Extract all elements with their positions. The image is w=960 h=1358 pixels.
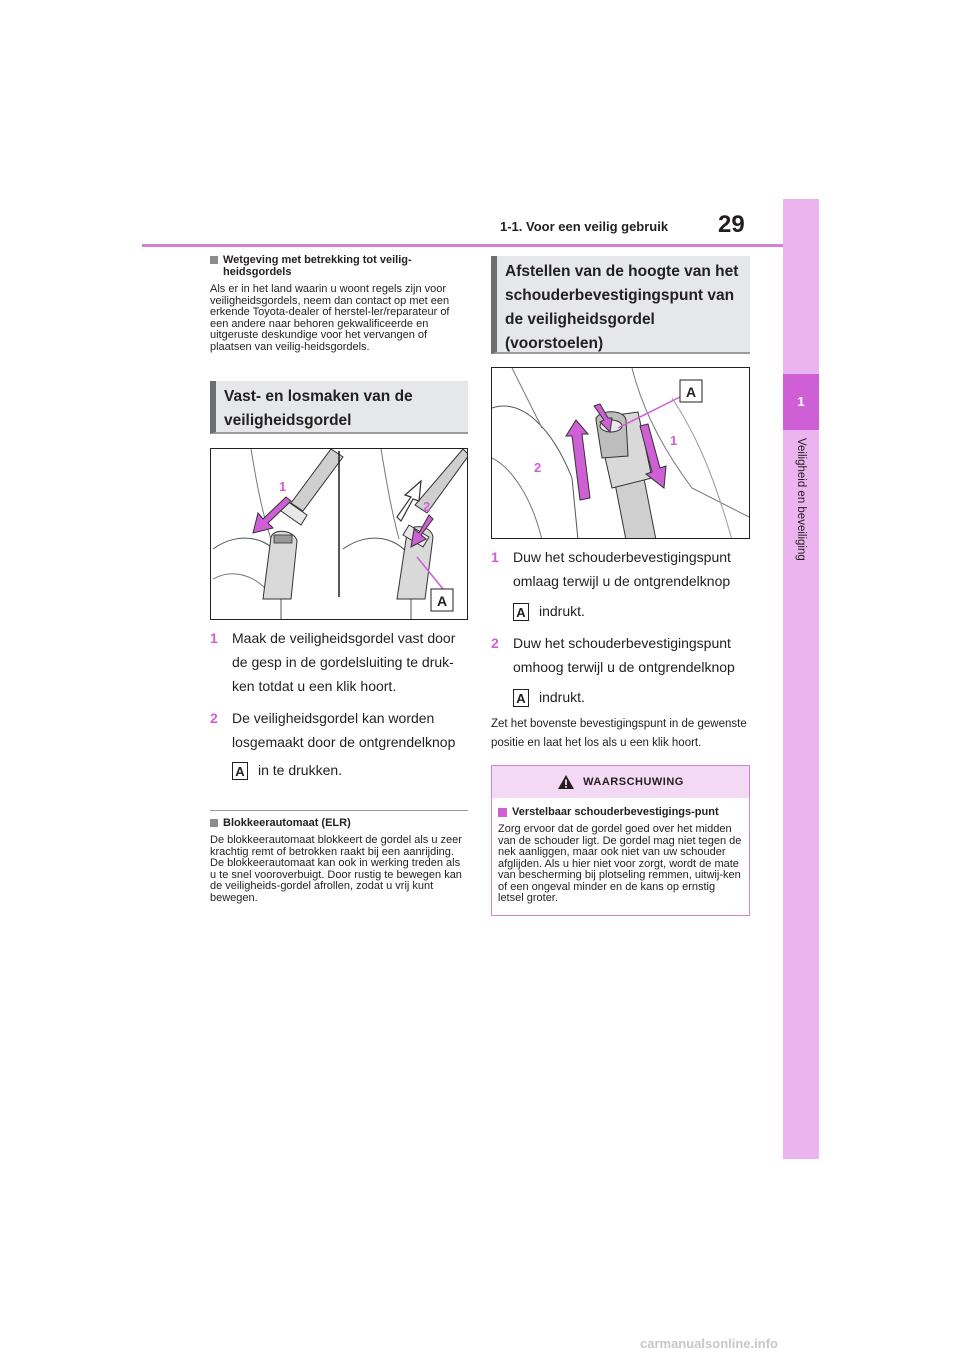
right-column [491, 256, 750, 916]
warning-box [491, 765, 750, 916]
chapter-title: Veiligheid en beveiliging [795, 438, 807, 561]
step-2 [491, 631, 750, 709]
step-key-line [513, 599, 750, 623]
warning-triangle-icon [557, 774, 575, 790]
square-bullet-icon [210, 819, 218, 827]
release-button-key: A [232, 762, 248, 780]
page-number: 29 [718, 211, 745, 238]
shoulder-anchor-figure [491, 367, 750, 539]
left-column [210, 254, 468, 904]
step-text [513, 545, 750, 623]
step-number: 1 [210, 630, 218, 646]
step-text-main: De veiligheidsgordel kan worden losgemaakt door de ontgrendelknop [232, 710, 456, 750]
figure-label-1: 1 [279, 479, 287, 494]
figure-label-2: 2 [423, 499, 431, 514]
step-text [513, 631, 750, 709]
section-heading-fasten: Vast- en losmaken van de veiligheidsgordel [210, 381, 468, 434]
warning-label: WAARSCHUWING [583, 776, 684, 788]
step-key-line [232, 758, 468, 782]
figure-label-a: A [437, 593, 448, 609]
release-button-key: A [513, 603, 529, 621]
warning-text: Zorg ervoor dat de gordel goed over het midden van de schouder ligt. De gordel mag niet tegen de nek aanliggen, maar ook niet van uw schouder afglijden. Als u hier niet voor zorgt, wordt de mate van bescherming bij plotseling remmen, uitwij-ken of een ongeval minder en de kans op ernstig letsel groter. [498, 823, 742, 904]
step-key-line [513, 685, 750, 709]
header-rule [142, 244, 783, 247]
figure-label-a: A [686, 384, 697, 400]
figure-label-2: 2 [534, 460, 542, 475]
adjust-note: Zet het bovenste bevestigingspunt in de gewenste positie en laat het los als u een klik hoort. [491, 718, 747, 749]
legislation-title: Wetgeving met betrekking tot veilig-heidsgordels [223, 254, 412, 278]
section-divider [210, 810, 468, 811]
step-text: Maak de veiligheidsgordel vast door de gesp in de gordelsluiting te druk-ken totdat u een klik hoort. [232, 630, 456, 694]
elr-title: Blokkeerautomaat (ELR) [223, 817, 351, 829]
chapter-tab-strip [783, 199, 819, 1159]
elr-heading [210, 817, 468, 829]
figure-label-1: 1 [670, 433, 678, 448]
chapter-number-tab[interactable]: 1 [783, 374, 819, 430]
step-number: 2 [491, 635, 499, 651]
warning-body [492, 798, 749, 915]
step-1 [491, 545, 750, 623]
step-text-after: indrukt. [539, 603, 585, 619]
warning-title: Verstelbaar schouderbevestigings-punt [512, 806, 719, 818]
section-heading-adjust: Afstellen van de hoogte van het schouderbevestigingspunt van de veiligheidsgordel (voorstoelen) [491, 256, 750, 354]
square-bullet-icon [498, 808, 507, 817]
legislation-body: Als er in het land waarin u woont regels zijn voor veiligheidsgordels, neem dan contact op met een erkende Toyota-dealer of herstel-ler/reparateur of een andere naar behoren gekwalificeerde en uitgeruste deskundige voor het vervangen of plaatsen van veilig-heidsgordels. [210, 283, 450, 353]
shoulder-anchor-illustration [492, 368, 750, 539]
step-text-after: in te drukken. [258, 762, 343, 778]
fasten-steps [210, 626, 468, 782]
step-text-main: Duw het schouderbevestigingspunt omlaag terwijl u de ontgrendelknop [513, 549, 731, 589]
step-number: 2 [210, 710, 218, 726]
adjust-steps [491, 545, 750, 709]
warning-header [492, 766, 749, 798]
step-text-main: Duw het schouderbevestigingspunt omhoog terwijl u de ontgrendelknop [513, 635, 735, 675]
step-text-after: indrukt. [539, 689, 585, 705]
watermark-logo: carmanualsonline.info [640, 1336, 778, 1351]
section-header: 1-1. Voor een veilig gebruik [500, 219, 669, 234]
legislation-heading [210, 254, 468, 278]
step-2 [210, 706, 468, 782]
square-bullet-icon [210, 256, 218, 264]
step-1 [210, 626, 468, 698]
buckle-figure [210, 448, 468, 620]
elr-body: De blokkeerautomaat blokkeert de gordel als u zeer krachtig remt of betrokken raakt bij een aanrijding. De blokkeerautomaat kan ook in werking treden als u te snel vooroverbuigt. Door rustig te bewegen kan de veiligheids-gordel afrollen, zodat u vrij kunt bewegen. [210, 834, 462, 904]
warning-subheading [498, 806, 743, 818]
step-text [232, 706, 468, 782]
step-number: 1 [491, 549, 499, 565]
release-button-key: A [513, 689, 529, 707]
buckle-illustration [211, 449, 468, 620]
